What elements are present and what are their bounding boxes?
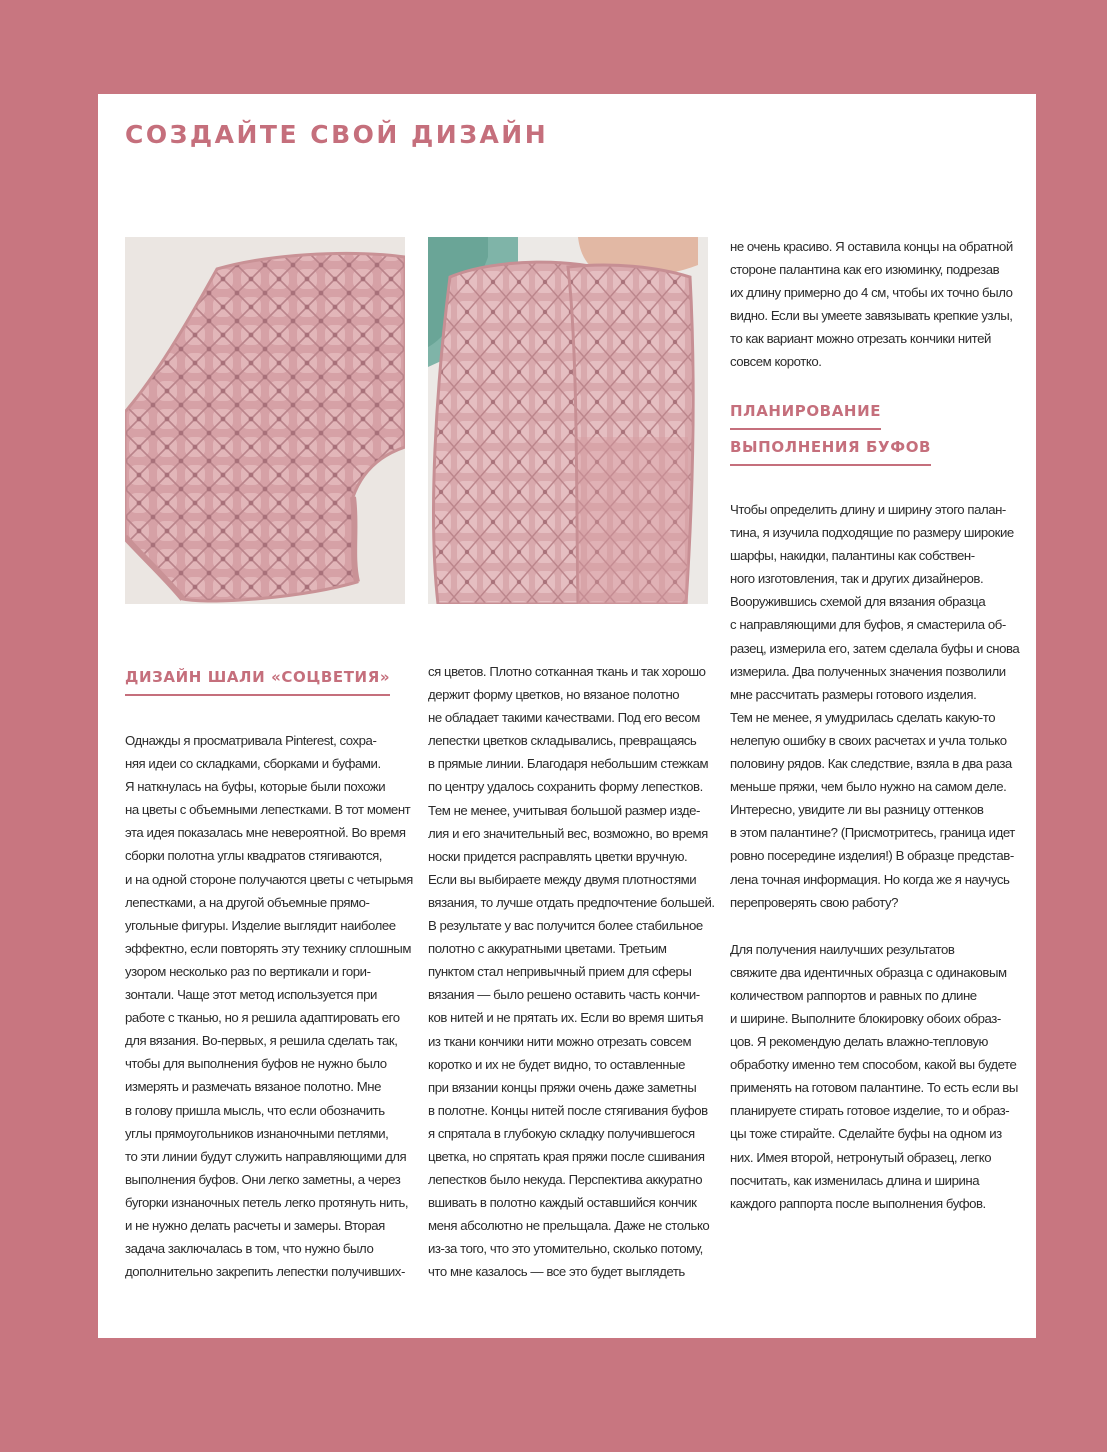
text-line: них. Имея второй, нетронутый образец, легко (730, 1149, 992, 1165)
text-line: меньше пряжи, чем было нужно на самом деле. (730, 779, 1007, 795)
column-3-planning-text (730, 498, 1020, 1215)
text-line: в голову пришла мысль, что если обозначить (125, 1102, 385, 1118)
text-line: коротко и их не будет видно, то оставленные (428, 1056, 686, 1072)
text-line: Тем не менее, я умудрилась сделать какую-то (730, 709, 996, 725)
text-line: на цветы с объемными лепестками. В тот момент (125, 802, 411, 818)
text-line: то как вариант можно отрезать кончики нитей (730, 331, 991, 347)
text-line: их длину примерно до 4 см, чтобы их точно было (730, 285, 1013, 301)
text-line: то эти линии будут служить направляющими для (125, 1148, 407, 1164)
text-line: я спрятала в глубокую складку получившегося (428, 1125, 695, 1141)
text-line: в полотне. Концы нитей после стягивания буфов (428, 1102, 708, 1118)
text-line: измерять и размечать вязаное полотно. Мне (125, 1079, 381, 1095)
text-line: стороне палантина как его изюминку, подрезав (730, 262, 1000, 278)
text-line: с направляющими для буфов, я смастерила об- (730, 617, 1006, 633)
page-title: СОЗДАЙТЕ СВОЙ ДИЗАЙН (125, 120, 549, 149)
text-line: из ткани кончики нити можно отрезать совсем (428, 1033, 692, 1049)
text-line: из-за того, что это утомительно, сколько потому, (428, 1241, 703, 1257)
text-line: в прямые линии. Благодаря небольшим стежкам (428, 756, 709, 772)
text-line: не очень красиво. Я оставила концы на обратной (730, 239, 1013, 254)
magazine-page (98, 94, 1036, 1338)
text-line: тина, я изучила подходящие по размеру широкие (730, 525, 1014, 541)
text-line: по центру удалось сохранить форму лепестков. (428, 779, 703, 795)
text-line: задача заключалась в том, что нужно было (125, 1241, 374, 1257)
text-line: Тем не менее, учитывая большой размер изде- (428, 802, 700, 818)
text-line: измерила. Два полученных значения позволили (730, 663, 1006, 679)
text-line: Для получения наилучших результатов (730, 941, 955, 957)
text-line: лия и его значительный вес, возможно, во время (428, 825, 708, 841)
text-line: и на одной стороне получаются цветы с четырьмя (125, 871, 413, 887)
text-line: пунктом стал непривычный прием для сферы (428, 964, 692, 980)
text-line: вязания, то лучше отдать предпочтение большей. (428, 894, 715, 910)
text-line: что мне казалось — все это будет выглядеть (428, 1264, 685, 1280)
text-line: Однажды я просматривала Pinterest, сохра- (125, 733, 377, 748)
text-line: носки придется расправлять цветки вручную. (428, 848, 688, 864)
text-line: применять на готовом палантине. То есть если вы (730, 1080, 1018, 1096)
text-line: ного изготовления, так и других дизайнеров. (730, 571, 984, 587)
text-line: шарфы, накидки, палантины как собствен- (730, 548, 975, 564)
text-line: посчитать, как изменилась длина и ширина (730, 1172, 980, 1188)
text-line: ровно посередине изделия!) В образце представ- (730, 848, 1014, 864)
text-line: дополнительно закрепить лепестки получивших- (125, 1264, 405, 1280)
text-line: при вязании концы пряжи очень даже заметны (428, 1079, 697, 1095)
text-line: ся цветов. Плотно сотканная ткань и так хорошо (428, 664, 706, 679)
text-line: свяжите два идентичных образца с одинаковым (730, 964, 1007, 980)
text-line: половину рядов. Как следствие, взяла в два раза (730, 756, 1012, 772)
text-line: лепестки цветков складывались, превращаясь (428, 733, 697, 749)
text-line: Если вы выбираете между двумя плотностями (428, 871, 697, 887)
text-line: каждого раппорта после выполнения буфов. (730, 1195, 986, 1211)
text-line: ков нитей и не прятать их. Если во время шитья (428, 1010, 704, 1026)
heading-planning-line-1: ПЛАНИРОВАНИЕ (730, 394, 881, 430)
text-line: мне рассчитать размеры готового изделия. (730, 686, 977, 702)
text-line: планируете стирать готовое изделие, то и образ- (730, 1103, 1010, 1119)
text-line: цветка, но спрятать края пряжи после сшивания (428, 1148, 705, 1164)
text-line: угольные фигуры. Изделие выглядит наиболее (125, 917, 396, 933)
text-line: работе с тканью, но я решила адаптировать его (125, 1010, 400, 1026)
photo-shawl-held (428, 237, 708, 604)
text-line: зонтали. Чаще этот метод используется при (125, 987, 377, 1003)
text-line: обработку именно тем способом, какой вы будете (730, 1057, 1017, 1073)
text-line: и не нужно делать расчеты и замеры. Вторая (125, 1217, 385, 1233)
text-line: бугорки изнаночных петель легко протянуть нить, (125, 1194, 409, 1210)
text-line: для вязания. Во-первых, я решила сделать так, (125, 1033, 398, 1049)
text-line: узором несколько раз по вертикали и гори- (125, 963, 371, 979)
text-line: сборки полотна углы квадратов стягиваются, (125, 848, 383, 864)
heading-planning-line-2: ВЫПОЛНЕНИЯ БУФОВ (730, 430, 931, 466)
column-2-text (428, 660, 718, 1284)
text-line: цы тоже стирайте. Сделайте буфы на одном из (730, 1126, 1002, 1142)
column-3-top-text (730, 235, 1020, 374)
text-line: Я наткнулась на буфы, которые были похожи (125, 779, 386, 795)
text-line: меня абсолютно не прельщала. Даже не столько (428, 1218, 710, 1234)
heading-design (125, 660, 415, 696)
text-line: няя идеи со складками, сборками и буфами. (125, 756, 381, 772)
text-line: полотно с аккуратными цветами. Третьим (428, 941, 667, 957)
heading-planning (730, 394, 1020, 466)
text-line: и ширине. Выполните блокировку обоих образ- (730, 1010, 1001, 1026)
shawl-held-image (428, 237, 708, 604)
text-line: лепестков было некуда. Перспектива аккуратно (428, 1172, 703, 1188)
text-line: видно. Если вы умеете завязывать крепкие узлы, (730, 308, 1013, 324)
text-line: не обладает такими качествами. Под его весом (428, 710, 700, 726)
text-line: Вооружившись схемой для вязания образца (730, 594, 986, 610)
text-line: Интересно, увидите ли вы разницу оттенков (730, 802, 984, 818)
text-line: в этом палантине? (Присмотритесь, граница идет (730, 825, 1015, 841)
photo-shawl-flat (125, 237, 405, 604)
text-line: количеством раппортов и равных по длине (730, 987, 977, 1003)
column-1-text (125, 729, 415, 1283)
text-line: цов. Я рекомендую делать влажно-тепловую (730, 1034, 988, 1050)
text-line: совсем коротко. (730, 354, 822, 370)
text-line: лепестками, а на другой объемные прямо- (125, 894, 370, 910)
shawl-flat-image (125, 237, 405, 604)
text-line: разец, измерила его, затем сделала буфы и снова (730, 640, 1020, 656)
heading-design-text: ДИЗАЙН ШАЛИ «СОЦВЕТИЯ» (125, 660, 390, 696)
text-line: В результате у вас получится более стабильное (428, 918, 703, 934)
text-line: эта идея показалась мне невероятной. Во время (125, 825, 406, 841)
text-line: перепроверять свою работу? (730, 894, 899, 910)
text-line: чтобы для выполнения буфов не нужно было (125, 1056, 387, 1072)
text-line: выполнения буфов. Они легко заметны, а через (125, 1171, 401, 1187)
text-line: углы прямоугольников изнаночными петлями, (125, 1125, 389, 1141)
text-line: держит форму цветков, но вязаное полотно (428, 687, 680, 703)
text-line: нелепую ошибку в своих расчетах и учла только (730, 732, 1007, 748)
text-line: Чтобы определить длину и ширину этого палан- (730, 502, 1006, 517)
text-line: эффектно, если повторять эту технику сплошным (125, 940, 411, 956)
text-line: лена точная информация. Но когда же я научусь (730, 871, 1010, 887)
text-line: вязания — было решено оставить часть кончи- (428, 987, 700, 1003)
text-line: вшивать в полотно каждый оставшийся кончик (428, 1195, 697, 1211)
